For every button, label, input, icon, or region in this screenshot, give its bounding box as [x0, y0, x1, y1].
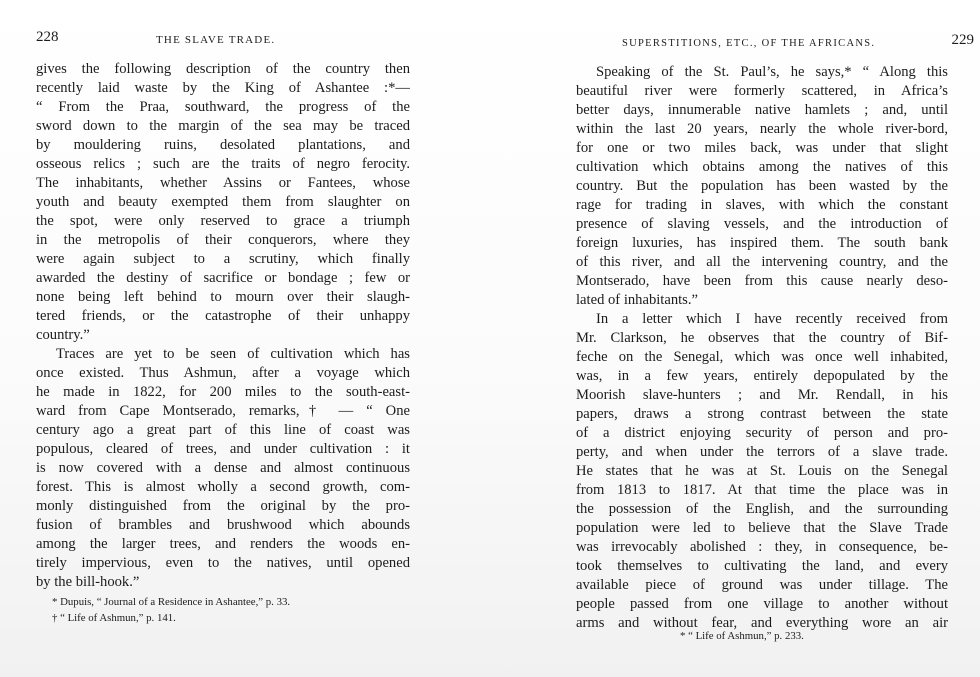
text-line: Moorish slave-hunters ; and Mr. Rendall, in his [576, 387, 948, 403]
text-line: The inhabitants, whether Assins or Fantees, whose [36, 175, 410, 191]
text-line: of a district enjoying security of person and pro- [576, 425, 948, 441]
text-line: forest. This is almost wholly a second growth, com- [36, 479, 410, 495]
right-running-head: SUPERSTITIONS, ETC., OF THE AFRICANS. [622, 38, 876, 49]
text-line: none being left behind to mourn over their slaugh- [36, 289, 410, 305]
text-line: was, in a few years, entirely depopulated by the [576, 368, 948, 384]
text-line: century ago a great part of this line of coast was [36, 422, 410, 438]
text-line: the spot, were only reserved to grace a triumph [36, 213, 410, 229]
left-page-number: 228 [36, 29, 59, 45]
left-page-header [36, 26, 416, 46]
text-line: took themselves to cultivating the land, and every [576, 558, 948, 574]
text-line: was irrevocably abolished : they, in consequence, be- [576, 539, 948, 555]
text-line: He states that he was at St. Louis on the Senegal [576, 463, 948, 479]
text-line: by the bill-hook.” [36, 574, 140, 590]
text-line: is now covered with a dense and almost continuous [36, 460, 410, 476]
paragraph-start-line: In a letter which I have recently received from [596, 311, 948, 327]
text-line: populous, cleared of trees, and under cultivation : it [36, 441, 410, 457]
paragraph-start-line: Speaking of the St. Paul’s, he says,* “ Along this [596, 64, 948, 80]
text-line: lated of inhabitants.” [576, 292, 698, 308]
text-line: in the metropolis of their conquerors, where they [36, 232, 410, 248]
footnote: * “ Life of Ashmun,” p. 233. [680, 630, 804, 642]
text-line: sword down to the margin of the sea may be traced [36, 118, 410, 134]
right-page-header [622, 26, 974, 49]
text-line: “ From the Praa, southward, the progress of the [36, 99, 410, 115]
text-line: beautiful river were formerly scattered, in Africa’s [576, 83, 948, 99]
text-line: monly distinguished from the original by the pro- [36, 498, 410, 514]
text-line: Mr. Clarkson, he observes that the country of Bif- [576, 330, 948, 346]
text-line: country. But the population has been wasted by the [576, 178, 948, 194]
footnote: † “ Life of Ashmun,” p. 141. [52, 612, 176, 624]
text-line: awarded the destiny of sacrifice or bondage ; few or [36, 270, 410, 286]
text-line: from 1813 to 1817. At that time the place was in [576, 482, 948, 498]
text-line: population were led to believe that the Slave Trade [576, 520, 948, 536]
footnote: * Dupuis, “ Journal of a Residence in Ashantee,” p. 33. [52, 596, 291, 608]
text-line: tirely impervious, even to the natives, until opened [36, 555, 410, 571]
text-line: among the larger trees, and renders the woods en- [36, 536, 410, 552]
text-line: within the last 20 years, nearly the whole river-bord, [576, 121, 948, 137]
text-line: of this river, and all the intervening country, and the [576, 254, 948, 270]
text-line: available piece of ground was under tillage. The [576, 577, 948, 593]
text-line: fusion of brambles and brushwood which abounds [36, 517, 410, 533]
right-page [560, 0, 980, 677]
text-line: better days, innumerable native hamlets ; and, until [576, 102, 948, 118]
text-line: cultivation which obtains among the natives of this [576, 159, 948, 175]
right-body-text [576, 63, 948, 633]
text-line: tered friends, or the catastrophe of their unhappy [36, 308, 410, 324]
text-line: youth and beauty exempted them from slaughter on [36, 194, 410, 210]
left-page [0, 0, 470, 677]
text-line: perty, and when under the terrors of a slave trade. [576, 444, 948, 460]
text-line: gives the following description of the country then [36, 61, 410, 77]
text-line: feche on the Senegal, which was once well inhabited, [576, 349, 948, 365]
text-line: for one or two miles back, was under that slight [576, 140, 948, 156]
paragraph-start-line: Traces are yet to be seen of cultivation which has [56, 346, 410, 362]
right-page-number: 229 [951, 32, 974, 48]
text-line: presence of slaving vessels, and the introduction of [576, 216, 948, 232]
text-line: arms and without fear, and everything wore an air [576, 615, 948, 631]
text-line: osseous relics ; such are the traits of negro ferocity. [36, 156, 410, 172]
text-line: people passed from one village to another without [576, 596, 948, 612]
text-line: ward from Cape Montserado, remarks,† — “ One [36, 403, 410, 419]
left-footnotes [52, 594, 392, 626]
text-line: papers, draws a strong contrast between the state [576, 406, 948, 422]
text-line: were again subject to a scrutiny, which finally [36, 251, 410, 267]
text-line: rage for trading in slaves, with which the constant [576, 197, 948, 213]
left-running-head: THE SLAVE TRADE. [156, 34, 276, 46]
text-line: Montserado, have been from this cause nearly deso- [576, 273, 948, 289]
text-line: once existed. Thus Ashmun, after a voyage which [36, 365, 410, 381]
text-line: by mouldering ruins, desolated plantations, and [36, 137, 410, 153]
right-footnotes [680, 628, 960, 644]
left-body-text [36, 60, 410, 592]
text-line: country.” [36, 327, 90, 343]
text-line: the possession of the English, and the surrounding [576, 501, 948, 517]
text-line: he made in 1822, for 200 miles to the south-east- [36, 384, 410, 400]
text-line: foreign luxuries, has inspired them. The south bank [576, 235, 948, 251]
text-line: recently laid waste by the King of Ashantee :*— [36, 80, 410, 96]
